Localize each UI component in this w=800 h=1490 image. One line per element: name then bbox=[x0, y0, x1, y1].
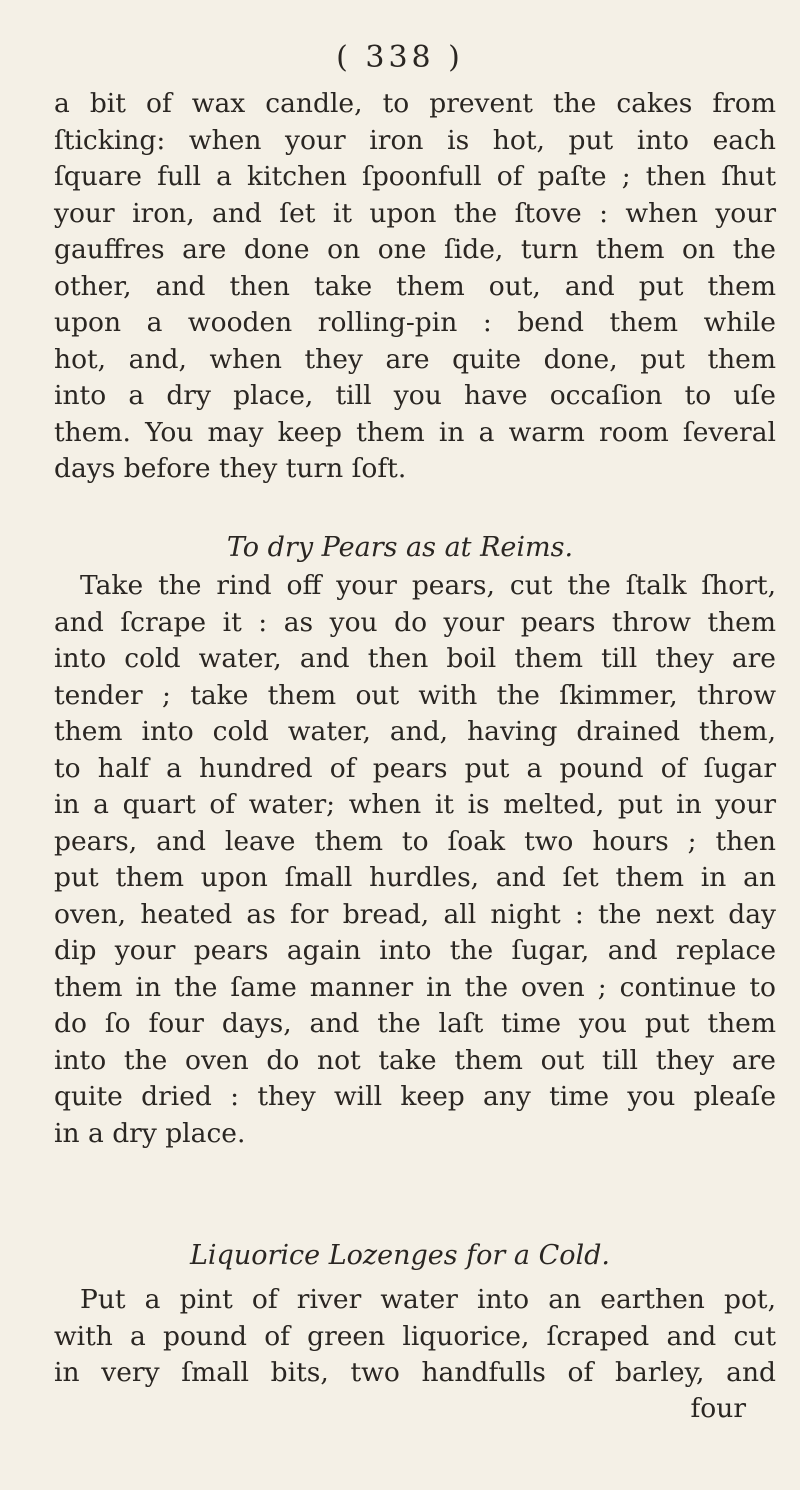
text-line: to half a hundred of pears put a pound of ſugar bbox=[54, 752, 776, 784]
text-line: in very ſmall bits, two handfulls of barley, and bbox=[54, 1357, 776, 1388]
text-line: tender ; take them out with the ſkimmer, throw bbox=[54, 679, 776, 711]
text-line: ſquare full a kitchen ſpoonfull of paſte ; then ſhut bbox=[54, 161, 776, 192]
catchword: four bbox=[690, 1393, 746, 1424]
text-line: hot, and, when they are quite done, put them bbox=[54, 343, 776, 375]
text-line: put them upon ſmall hurdles, and ſet them in an bbox=[54, 862, 776, 893]
recipe-heading-dry-pears: To dry Pears as at Reims. bbox=[226, 532, 574, 563]
text-line: pears, and leave them to ſoak two hours ; then bbox=[54, 825, 776, 857]
text-line: your iron, and ſet it upon the ſtove : when your bbox=[54, 197, 776, 229]
paragraph-dry-pears bbox=[54, 568, 776, 1152]
text-line: ſticking: when your iron is hot, put into each bbox=[54, 124, 776, 156]
text-line: dip your pears again into the ſugar, and replace bbox=[54, 935, 776, 966]
text-line: Put a pint of river water into an earthen pot, bbox=[80, 1284, 776, 1315]
text-line: them into cold water, and, having drained them, bbox=[54, 716, 776, 747]
text-line: in a dry place. bbox=[54, 1117, 246, 1149]
paragraph-liquorice-lozenges bbox=[54, 1282, 776, 1392]
text-line: and ſcrape it : as you do your pears throw them bbox=[54, 606, 776, 638]
text-line: them. You may keep them in a warm room ſeveral bbox=[54, 416, 776, 448]
text-line: quite dried : they will keep any time you pleaſe bbox=[54, 1081, 776, 1112]
text-line: other, and then take them out, and put them bbox=[54, 270, 776, 302]
text-line: upon a wooden rolling-pin : bend them while bbox=[54, 307, 776, 338]
page-header: ( 338 ) bbox=[336, 40, 464, 75]
text-line: into a dry place, till you have occaſion to uſe bbox=[54, 380, 776, 411]
paragraph-gauffres-end bbox=[54, 86, 776, 488]
text-line: do ſo four days, and the laſt time you put them bbox=[54, 1008, 776, 1039]
text-line: into the oven do not take them out till they are bbox=[54, 1044, 776, 1076]
text-line: a bit of wax candle, to prevent the cakes from bbox=[54, 88, 776, 119]
text-line: days before they turn ſoft. bbox=[54, 453, 407, 484]
text-line: with a pound of green liquorice, ſcraped and cut bbox=[54, 1320, 776, 1352]
recipe-heading-liquorice-lozenges: Liquorice Lozenges for a Cold. bbox=[189, 1240, 611, 1271]
text-line: oven, heated as for bread, all night : the next day bbox=[54, 898, 776, 930]
text-line: into cold water, and then boil them till they are bbox=[54, 643, 776, 674]
text-line: gauffres are done on one ſide, turn them on the bbox=[54, 234, 776, 265]
text-line: Take the rind off your pears, cut the ſtalk ſhort, bbox=[80, 570, 776, 601]
text-line: them in the ſame manner in the oven ; continue to bbox=[54, 971, 776, 1003]
text-line: in a quart of water; when it is melted, put in your bbox=[54, 789, 776, 820]
